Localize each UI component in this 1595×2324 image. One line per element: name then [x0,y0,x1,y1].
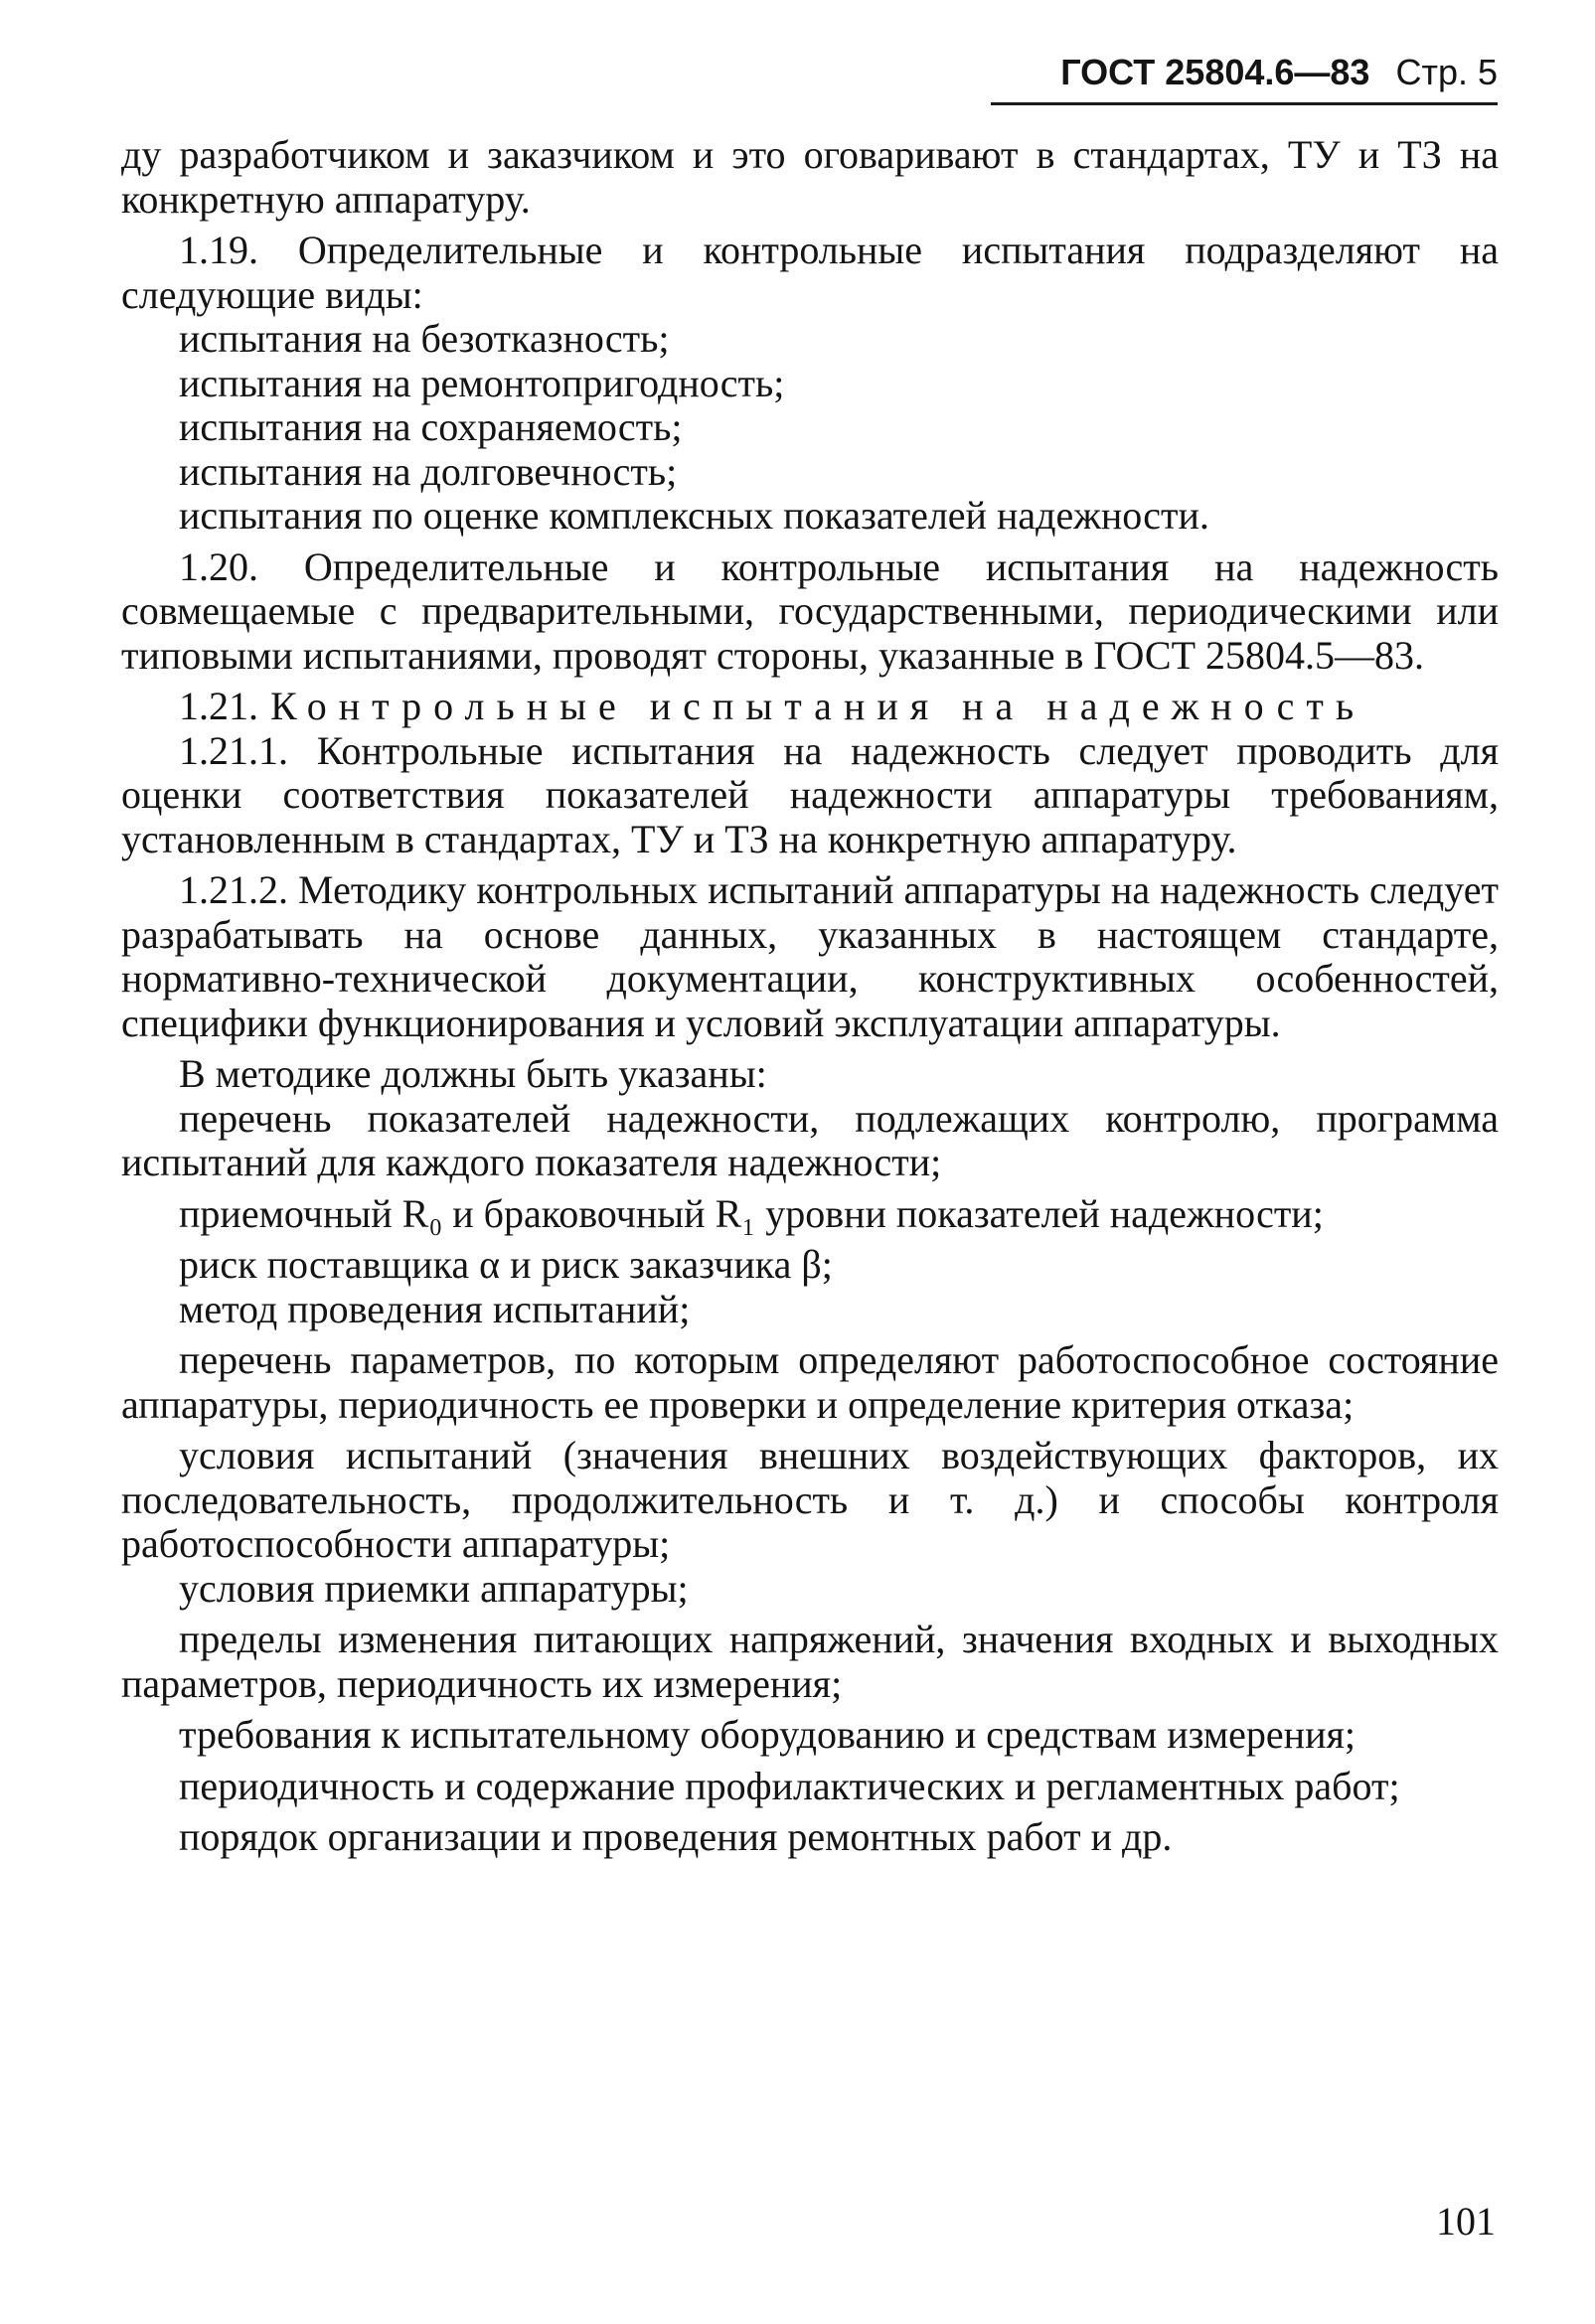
method-item: условия приемки аппаратуры; [179,1565,689,1611]
method-item: метод проведения испытаний; [179,1286,691,1331]
header-rule [991,102,1498,105]
document-code: ГОСТ 25804.6—83 [1060,52,1370,92]
method-item: порядок организации и проведения ремонтных работ и др. [179,1814,1173,1859]
test-type-item: испытания на безотказность; [179,316,670,361]
method-item: приемочный R₀ и браковочный R₁ уровни показателей надежности; [179,1190,1324,1236]
method-item: периодичность и содержание профилактических и регламентных работ; [179,1763,1400,1808]
method-item: пределы изменения питающих напряжений, значения входных и выходных параметров, периодичность их измерения; [121,1617,1499,1706]
section-number: 1.21. [179,684,258,728]
method-item: требования к испытательному оборудованию и средствам измерения; [179,1712,1356,1757]
method-item: риск поставщика α и риск заказчика β; [179,1242,833,1287]
clause-1-19: 1.19. Определительные и контрольные испытания подразделяют на следующие виды: [121,228,1499,317]
page-header [1060,52,1498,93]
method-intro: В методике должны быть указаны: [179,1051,767,1096]
clause-1-20: 1.20. Определительные и контрольные испытания на надежность совмещаемые с предварительными, государственными, периодическими или типовыми испытаниями, проводят стороны, указанные в ГОСТ 25804.5—83. [121,543,1499,678]
test-type-item: испытания на сохраняемость; [179,404,683,449]
section-heading-1-21 [121,685,1499,729]
test-type-item: испытания на ремонтопригодность; [179,360,785,405]
page-label: Стр. 5 [1395,52,1498,92]
section-title: Контрольные испытания на надежность [270,684,1366,728]
document-body [121,133,1499,1860]
page-number: 101 [1436,2199,1496,2244]
method-item: перечень показателей надежности, подлежащих контролю, программа испытаний для каждого показателя надежности; [121,1095,1499,1184]
method-item: условия испытаний (значения внешних воздействующих факторов, их последовательность, продолжительность и т. д.) и способы контроля работоспособности аппаратуры; [121,1433,1499,1566]
method-item: перечень параметров, по которым определяют работоспособное состояние аппаратуры, периодичность ее проверки и определение критерия отказа; [121,1337,1499,1427]
test-type-item: испытания на долговечность; [179,448,678,494]
paragraph-continuation: ду разработчиком и заказчиком и это оговаривают в стандартах, ТУ и ТЗ на конкретную аппаратуру. [121,132,1499,222]
clause-1-21-2: 1.21.2. Методику контрольных испытаний аппаратуры на надежность следует разрабатывать на основе данных, указанных в настоящем стандарте, нормативно-технической документации, конструктивных особенностей, специфики функционирования и условий эксплуатации аппаратуры. [121,867,1499,1045]
test-type-item: испытания по оценке комплексных показателей надежности. [179,493,1209,538]
clause-1-21-1: 1.21.1. Контрольные испытания на надежность следует проводить для оценки соответствия показателей надежности аппаратуры требованиям, установленным в стандартах, ТУ и ТЗ на конкретную аппаратуру. [121,727,1499,861]
